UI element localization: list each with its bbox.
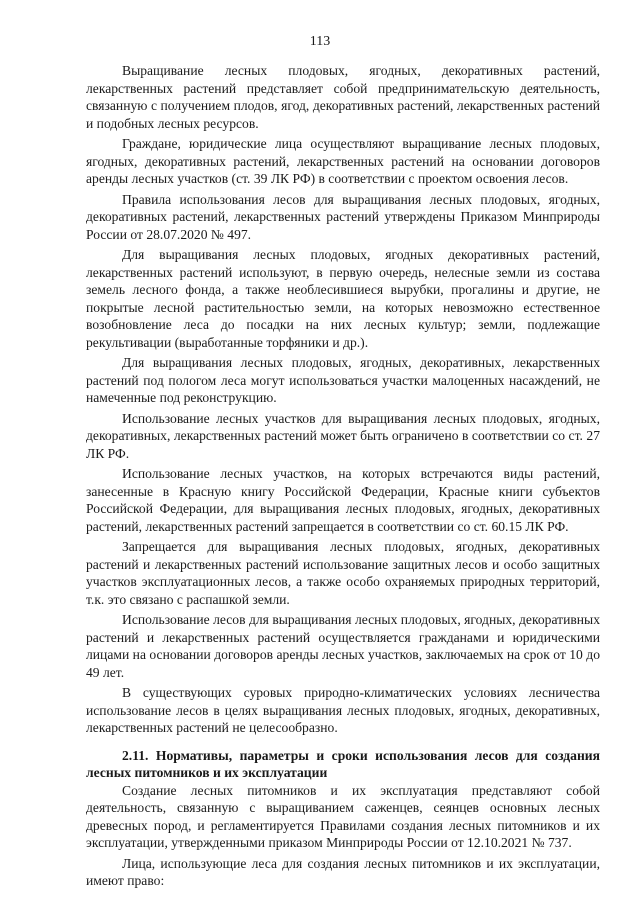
paragraph: Граждане, юридические лица осуществляют выращивание лесных плодовых, ягодных, декоративных растений, лекарственных растений на основании договоров аренды лесных участков (ст. 39 ЛК РФ) в соответствии с проектом освоения лесов. [86, 136, 600, 186]
section-heading: 2.11. Нормативы, параметры и сроки использования лесов для создания лесных питомников и их эксплуатации [86, 747, 600, 780]
paragraph: Для выращивания лесных плодовых, ягодных, декоративных, лекарственных растений под пологом леса могут использоваться участки малоценных насаждений, не намеченные под реконструкцию. [86, 355, 600, 405]
document-body [86, 62, 600, 893]
paragraph: Использование лесных участков для выращивания лесных плодовых, ягодных, декоративных, лекарственных растений может быть ограничено в соответствии со ст. 27 ЛК РФ. [86, 410, 600, 461]
paragraph: Для выращивания лесных плодовых, ягодных декоративных растений, лекарственных растений используют, в первую очередь, нелесные земли из состава земель лесного фонда, а также необлесившиеся вырубки, прогалины и другие, не покрытые лесной растительностью земли, на которых невозможно естественное возобновление леса до посадки на них лесных культур; земли, подлежащие рекультивации (выработанные торфяники и др.). [86, 247, 600, 350]
paragraph: Выращивание лесных плодовых, ягодных, декоративных растений, лекарственных растений представляет собой предпринимательскую деятельность, связанную с получением плодов, ягод, декоративных растений, лекарственных растений и подобных лесных ресурсов. [86, 63, 600, 131]
paragraph: Использование лесных участков, на которых встречаются виды растений, занесенные в Красную книгу Российской Федерации, Красные книги субъектов Российской Федерации, для выращивания лесных плодовых, ягодных, декоративных растений, лекарственных растений запрещается в соответствии со ст. 60.15 ЛК РФ. [86, 466, 600, 534]
page-number: 113 [309, 34, 331, 49]
paragraph: Правила использования лесов для выращивания лесных плодовых, ягодных, декоративных растений, лекарственных растений утверждены Приказом Минприроды России от 28.07.2020 № 497. [86, 191, 600, 242]
paragraph: Создание лесных питомников и их эксплуатация представляют собой деятельность, связанную с выращиванием саженцев, сеянцев основных лесных древесных пород, и регламентируется Правилами создания лесных питомников и их эксплуатации, утвержденными приказом Минприроды России от 12.10.2021 № 737. [86, 782, 600, 850]
paragraph: Лица, использующие леса для создания лесных питомников и их эксплуатации, имеют право: [86, 855, 600, 888]
paragraph: Запрещается для выращивания лесных плодовых, ягодных, декоративных растений и лекарственных растений использование защитных лесов и особо защитных участков эксплуатационных лесов, а также особо охраняемых природных территорий, т.к. это связано с распашкой земли. [86, 539, 600, 607]
paragraph: Использование лесов для выращивания лесных плодовых, ягодных, декоративных растений и лекарственных растений осуществляется гражданами и юридическими лицами на основании договоров аренды лесных участков, заключаемых на срок от 10 до 49 лет. [86, 612, 600, 680]
paragraph: В существующих суровых природно-климатических условиях лесничества использование лесов в целях выращивания лесных плодовых, ягодных, декоративных, лекарственных растений не целесообразно. [86, 685, 600, 735]
